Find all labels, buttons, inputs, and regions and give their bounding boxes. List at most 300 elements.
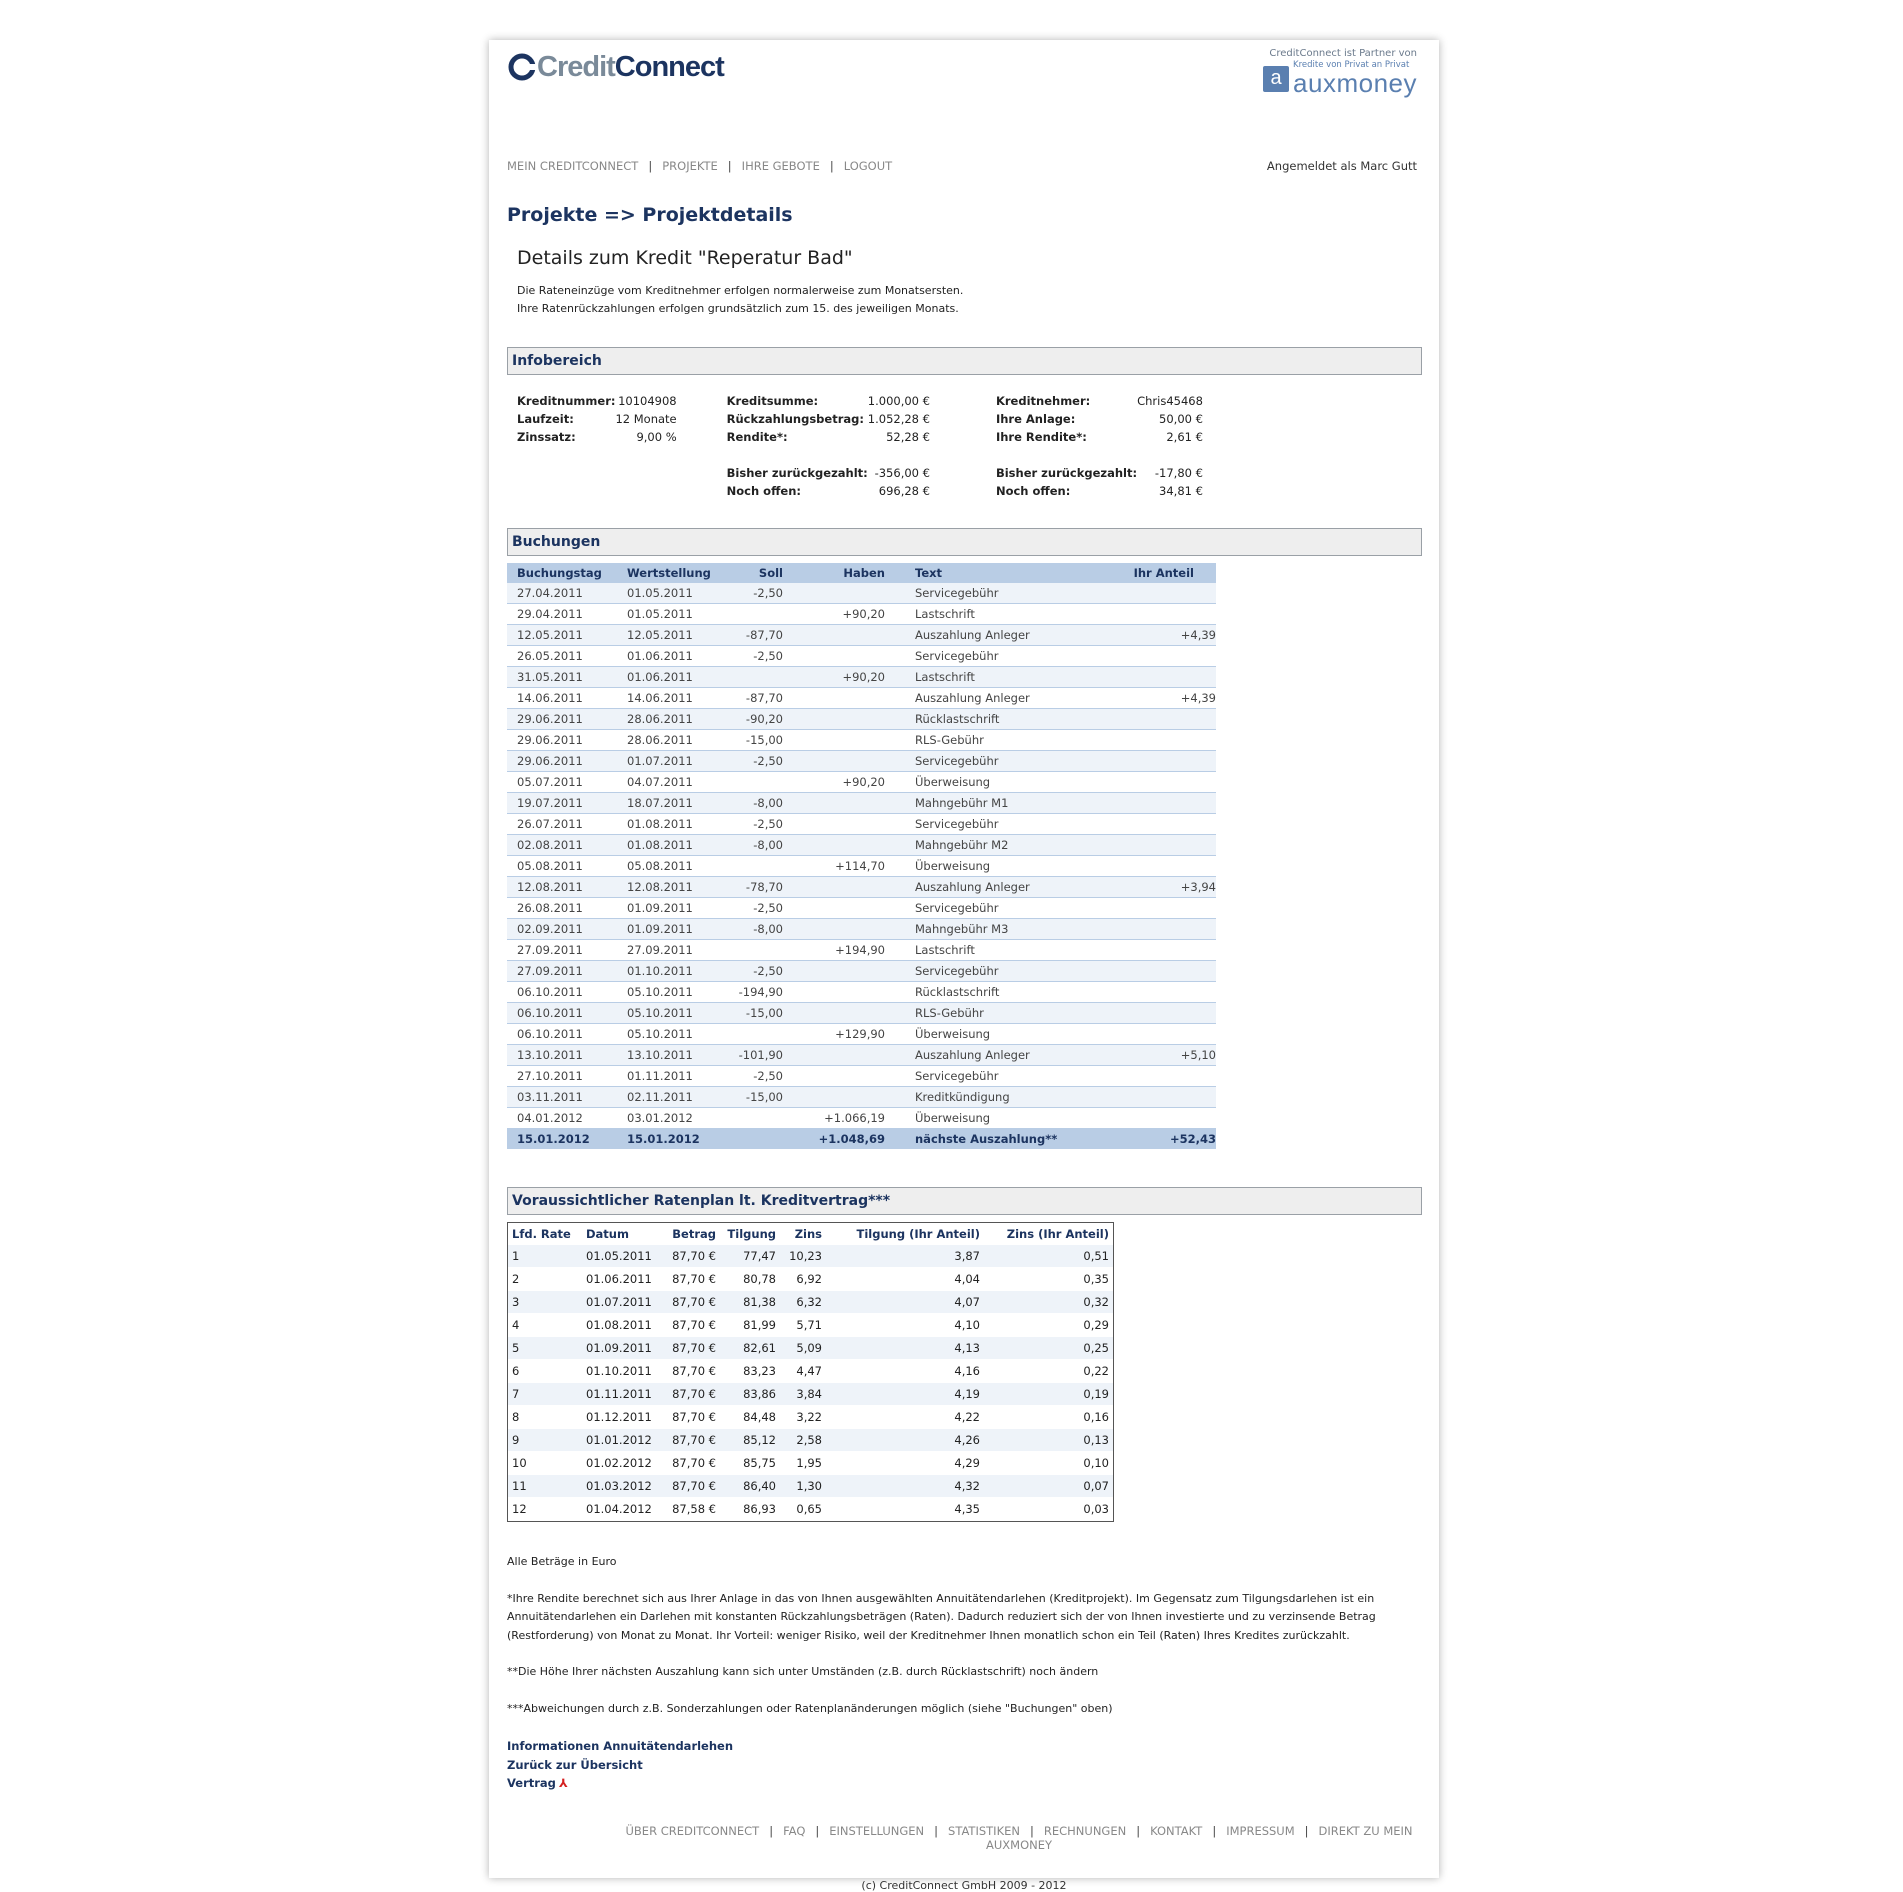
cell-haben: +129,90: [783, 1024, 885, 1045]
cell-betrag: 87,70 €: [660, 1429, 720, 1452]
cell-wertstellung: 02.11.2011: [617, 1087, 727, 1108]
cell-text: Servicegebühr: [885, 646, 1115, 667]
cell-haben: [783, 793, 885, 814]
cell-soll: -87,70: [727, 625, 783, 646]
cell-ihr-anteil: +5,10: [1115, 1045, 1216, 1066]
currency-note: Alle Beträge in Euro: [507, 1555, 617, 1568]
footer-statistiken[interactable]: STATISTIKEN: [948, 1824, 1020, 1838]
cell-soll: [727, 856, 783, 877]
cell-soll: -101,90: [727, 1045, 783, 1066]
cell-ihr-anteil: +3,94: [1115, 877, 1216, 898]
cell-betrag: 87,70 €: [660, 1245, 720, 1268]
footer-ueber[interactable]: ÜBER CREDITCONNECT: [625, 1824, 760, 1838]
cell-haben: [783, 835, 885, 856]
cell-betrag: 87,58 €: [660, 1498, 720, 1521]
cell-ihr-anteil: [1115, 709, 1216, 730]
table-row: [508, 1498, 1113, 1521]
cell-tilgung: 77,47: [720, 1245, 780, 1268]
cell-soll: -2,50: [727, 961, 783, 982]
cell-ihr-anteil: [1115, 646, 1216, 667]
cell-datum: 01.10.2011: [582, 1360, 660, 1383]
cell-ihr-anteil: [1115, 772, 1216, 793]
cell-buchungstag: 15.01.2012: [507, 1129, 617, 1150]
cell-buchungstag: 06.10.2011: [507, 982, 617, 1003]
cell-tilgung-anteil: 4,32: [826, 1475, 984, 1498]
cell-soll: -90,20: [727, 709, 783, 730]
cell-wertstellung: 01.05.2011: [617, 604, 727, 625]
cell-soll: [727, 1129, 783, 1150]
cell-text: Servicegebühr: [885, 751, 1115, 772]
cell-buchungstag: 05.08.2011: [507, 856, 617, 877]
cell-haben: [783, 1003, 885, 1024]
cell-soll: -8,00: [727, 793, 783, 814]
nav-mein-creditconnect[interactable]: MEIN CREDITCONNECT: [507, 159, 639, 173]
cell-haben: [783, 751, 885, 772]
cell-zins-anteil: 0,16: [984, 1406, 1113, 1429]
cell-tilgung-anteil: 4,10: [826, 1314, 984, 1337]
cell-tilgung: 85,75: [720, 1452, 780, 1475]
cell-zins-anteil: 0,35: [984, 1268, 1113, 1291]
logo-ring-icon: [507, 52, 537, 82]
cell-soll: [727, 940, 783, 961]
cell-zins-anteil: 0,03: [984, 1498, 1113, 1521]
table-row: [507, 1045, 1216, 1066]
cell-ihr-anteil: [1115, 1003, 1216, 1024]
cell-wertstellung: 01.08.2011: [617, 814, 727, 835]
cell-ihr-anteil: [1115, 1024, 1216, 1045]
kreditnummer-value: 10104908: [618, 394, 677, 408]
cell-text: nächste Auszahlung**: [885, 1129, 1115, 1150]
table-row: [507, 1003, 1216, 1024]
cell-ihr-anteil: [1115, 667, 1216, 688]
cell-betrag: 87,70 €: [660, 1406, 720, 1429]
cell-text: Servicegebühr: [885, 814, 1115, 835]
cell-ihr-anteil: [1115, 961, 1216, 982]
cell-wertstellung: 01.06.2011: [617, 667, 727, 688]
cell-zins-anteil: 0,22: [984, 1360, 1113, 1383]
cell-ihr-anteil: [1115, 982, 1216, 1003]
table-row: [507, 751, 1216, 772]
table-row: [507, 835, 1216, 856]
cell-haben: +1.048,69: [783, 1129, 885, 1150]
table-row: [507, 604, 1216, 625]
cell-lfd-rate: 9: [508, 1429, 582, 1452]
cell-zins: 3,84: [780, 1383, 826, 1406]
offen-value: 696,28 €: [878, 484, 930, 498]
laufzeit-value: 12 Monate: [615, 412, 677, 426]
cell-lfd-rate: 4: [508, 1314, 582, 1337]
cell-zins-anteil: 0,13: [984, 1429, 1113, 1452]
cell-buchungstag: 03.11.2011: [507, 1087, 617, 1108]
cell-buchungstag: 27.10.2011: [507, 1066, 617, 1087]
cell-haben: [783, 730, 885, 751]
cell-soll: -8,00: [727, 919, 783, 940]
table-row: [507, 982, 1216, 1003]
cell-text: Kreditkündigung: [885, 1087, 1115, 1108]
cell-ihr-anteil: [1115, 793, 1216, 814]
cell-wertstellung: 15.01.2012: [617, 1129, 727, 1150]
cell-lfd-rate: 11: [508, 1475, 582, 1498]
cell-haben: [783, 877, 885, 898]
footer-kontakt[interactable]: KONTAKT: [1150, 1824, 1203, 1838]
pdf-icon: ⅄: [558, 1776, 568, 1790]
cell-buchungstag: 26.05.2011: [507, 646, 617, 667]
cell-tilgung: 84,48: [720, 1406, 780, 1429]
ihr-offen-value: 34,81 €: [1159, 484, 1203, 498]
ihre-rendite-value: 2,61 €: [1166, 430, 1203, 444]
table-row: [507, 1024, 1216, 1045]
cell-wertstellung: 12.05.2011: [617, 625, 727, 646]
col-zins-anteil: Zins (Ihr Anteil): [1006, 1227, 1109, 1241]
cell-buchungstag: 06.10.2011: [507, 1003, 617, 1024]
cell-tilgung: 85,12: [720, 1429, 780, 1452]
cell-buchungstag: 29.06.2011: [507, 709, 617, 730]
cell-wertstellung: 13.10.2011: [617, 1045, 727, 1066]
cell-datum: 01.03.2012: [582, 1475, 660, 1498]
cell-soll: -2,50: [727, 1066, 783, 1087]
cell-text: Auszahlung Anleger: [885, 688, 1115, 709]
cell-soll: -15,00: [727, 1087, 783, 1108]
cell-haben: [783, 709, 885, 730]
cell-ihr-anteil: [1115, 583, 1216, 604]
table-row: [507, 877, 1216, 898]
cell-wertstellung: 01.05.2011: [617, 583, 727, 604]
cell-zins-anteil: 0,10: [984, 1452, 1113, 1475]
table-row: [507, 919, 1216, 940]
footnote-auszahlung: **Die Höhe Ihrer nächsten Auszahlung kann sich unter Umständen (z.B. durch Rücklastschrift) noch ändern: [507, 1665, 1099, 1678]
nav-ihre-gebote[interactable]: IHRE GEBOTE: [741, 159, 820, 173]
cell-soll: [727, 604, 783, 625]
col-tilgung: Tilgung: [727, 1227, 776, 1241]
cell-text: RLS-Gebühr: [885, 1003, 1115, 1024]
footer-faq[interactable]: FAQ: [783, 1824, 806, 1838]
kreditsumme-value: 1.000,00 €: [867, 394, 930, 408]
cell-wertstellung: 04.07.2011: [617, 772, 727, 793]
footnotes: [507, 1553, 1407, 1736]
cell-zins: 1,30: [780, 1475, 826, 1498]
table-row: [507, 583, 1216, 604]
cell-buchungstag: 02.09.2011: [507, 919, 617, 940]
cell-zins: 6,32: [780, 1291, 826, 1314]
cell-soll: -2,50: [727, 751, 783, 772]
buchungen-body: [507, 583, 1216, 1149]
cell-zins-anteil: 0,51: [984, 1245, 1113, 1268]
footer-rechnungen[interactable]: RECHNUNGEN: [1043, 1824, 1127, 1838]
copyright: (c) CreditConnect GmbH 2009 - 2012: [861, 1879, 1067, 1892]
cell-tilgung-anteil: 4,07: [826, 1291, 984, 1314]
col-haben: Haben: [783, 563, 885, 583]
table-row: [507, 793, 1216, 814]
cell-wertstellung: 05.08.2011: [617, 856, 727, 877]
cell-ihr-anteil: [1115, 814, 1216, 835]
cell-betrag: 87,70 €: [660, 1314, 720, 1337]
cell-lfd-rate: 6: [508, 1360, 582, 1383]
cell-tilgung-anteil: 4,22: [826, 1406, 984, 1429]
cell-zins: 0,65: [780, 1498, 826, 1521]
cell-soll: -8,00: [727, 835, 783, 856]
cell-lfd-rate: 3: [508, 1291, 582, 1314]
table-row: [507, 961, 1216, 982]
cell-lfd-rate: 2: [508, 1268, 582, 1291]
cell-lfd-rate: 1: [508, 1245, 582, 1268]
table-row: [507, 814, 1216, 835]
cell-tilgung-anteil: 4,35: [826, 1498, 984, 1521]
cell-wertstellung: 01.06.2011: [617, 646, 727, 667]
cell-zins: 4,47: [780, 1360, 826, 1383]
cell-haben: [783, 688, 885, 709]
link-vertrag[interactable]: Vertrag ⅄: [507, 1774, 733, 1793]
col-tilgung-anteil: Tilgung (Ihr Anteil): [856, 1227, 980, 1241]
cell-soll: -15,00: [727, 1003, 783, 1024]
cell-zins: 1,95: [780, 1452, 826, 1475]
logo-text-connect: Connect: [614, 50, 724, 83]
cell-datum: 01.07.2011: [582, 1291, 660, 1314]
nav-projekte[interactable]: PROJEKTE: [662, 159, 718, 173]
cell-wertstellung: 05.10.2011: [617, 982, 727, 1003]
cell-haben: +194,90: [783, 940, 885, 961]
cell-datum: 01.09.2011: [582, 1337, 660, 1360]
cell-soll: -78,70: [727, 877, 783, 898]
cell-datum: 01.08.2011: [582, 1314, 660, 1337]
col-soll: Soll: [727, 563, 783, 583]
ratenplan-heading: Voraussichtlicher Ratenplan lt. Kreditvertrag***: [507, 1187, 1422, 1215]
table-row: [507, 1108, 1216, 1129]
table-row: [508, 1314, 1113, 1337]
footnote-abweichungen: ***Abweichungen durch z.B. Sonderzahlungen oder Ratenplanänderungen möglich (siehe "Buchungen" oben): [507, 1701, 1113, 1715]
cell-datum: 01.06.2011: [582, 1268, 660, 1291]
auxmoney-tagline: Kredite von Privat an Privat: [1293, 60, 1410, 70]
cell-zins-anteil: 0,32: [984, 1291, 1113, 1314]
cell-ihr-anteil: +4,39: [1115, 625, 1216, 646]
cell-text: Rücklastschrift: [885, 982, 1115, 1003]
nav-logout[interactable]: LOGOUT: [843, 159, 893, 173]
cell-haben: [783, 814, 885, 835]
cell-zins: 10,23: [780, 1245, 826, 1268]
cell-tilgung-anteil: 4,13: [826, 1337, 984, 1360]
cell-wertstellung: 14.06.2011: [617, 688, 727, 709]
table-row: [507, 730, 1216, 751]
ratenplan-body: [508, 1245, 1113, 1521]
cell-haben: [783, 982, 885, 1003]
cell-soll: [727, 1024, 783, 1045]
top-navigation: MEIN CREDITCONNECT | PROJEKTE | IHRE GEBOTE | LOGOUT: [507, 159, 893, 173]
col-wertstellung: Wertstellung: [617, 563, 727, 583]
cell-soll: -87,70: [727, 688, 783, 709]
cell-ihr-anteil: +4,39: [1115, 688, 1216, 709]
cell-tilgung-anteil: 4,26: [826, 1429, 984, 1452]
cell-tilgung: 81,99: [720, 1314, 780, 1337]
table-row: [507, 856, 1216, 877]
cell-haben: +90,20: [783, 604, 885, 625]
cell-buchungstag: 31.05.2011: [507, 667, 617, 688]
logo-text-credit: Credit: [537, 50, 615, 83]
table-row: [507, 709, 1216, 730]
cell-haben: [783, 919, 885, 940]
cell-betrag: 87,70 €: [660, 1360, 720, 1383]
cell-tilgung-anteil: 4,29: [826, 1452, 984, 1475]
table-row: [508, 1475, 1113, 1498]
cell-datum: 01.04.2012: [582, 1498, 660, 1521]
cell-haben: +90,20: [783, 772, 885, 793]
partner-block: [1263, 48, 1417, 96]
col-ihr-anteil: Ihr Anteil: [1115, 563, 1216, 583]
cell-buchungstag: 27.09.2011: [507, 940, 617, 961]
cell-haben: [783, 646, 885, 667]
cell-text: Lastschrift: [885, 604, 1115, 625]
cell-haben: [783, 961, 885, 982]
buchungen-table: [507, 563, 1216, 1149]
cell-soll: [727, 772, 783, 793]
infobereich-heading: Infobereich: [507, 347, 1422, 375]
ihr-bisher-value: -17,80 €: [1154, 466, 1203, 480]
bottom-links: [507, 1737, 733, 1793]
footer-einstellungen[interactable]: EINSTELLUNGEN: [829, 1824, 925, 1838]
footer-auxmoney[interactable]: DIREKT ZU MEIN AUXMONEY: [985, 1824, 1413, 1852]
cell-ihr-anteil: [1115, 751, 1216, 772]
cell-tilgung: 86,40: [720, 1475, 780, 1498]
zinssatz-value: 9,00 %: [636, 430, 677, 444]
cell-wertstellung: 01.11.2011: [617, 1066, 727, 1087]
cell-tilgung-anteil: 3,87: [826, 1245, 984, 1268]
table-row: [508, 1337, 1113, 1360]
table-row: [507, 1087, 1216, 1108]
cell-zins-anteil: 0,25: [984, 1337, 1113, 1360]
cell-text: Servicegebühr: [885, 1066, 1115, 1087]
info-area: Kreditnummer: 10104908 Kreditsumme: 1.000,00 € Kreditnehmer: Chris45468 Laufzeit: 12 Monate Rückzahlungsbetrag: 1.052,28 € Ihre Anlage: 50,00 € Zinssatz: 9,00 % Rendite*: 52,28 € Ihre Rendite*: 2,61 € Bisher zurückgezahlt: -356,00 € Bisher zurückgezahlt: -17,80 € Noch offen: 696,28 € Noch offen: 34,81 €: [517, 394, 1203, 498]
cell-zins-anteil: 0,29: [984, 1314, 1113, 1337]
cell-buchungstag: 26.07.2011: [507, 814, 617, 835]
cell-ihr-anteil: [1115, 1066, 1216, 1087]
table-row: [507, 625, 1216, 646]
cell-soll: -2,50: [727, 898, 783, 919]
cell-lfd-rate: 8: [508, 1406, 582, 1429]
rueckzahlung-value: 1.052,28 €: [867, 412, 930, 426]
col-zins: Zins: [794, 1227, 822, 1241]
table-row: [508, 1429, 1113, 1452]
cell-buchungstag: 14.06.2011: [507, 688, 617, 709]
user-status: Angemeldet als Marc Gutt: [1266, 159, 1417, 173]
col-buchungstag: Buchungstag: [507, 563, 617, 583]
cell-datum: 01.11.2011: [582, 1383, 660, 1406]
cell-lfd-rate: 5: [508, 1337, 582, 1360]
cell-betrag: 87,70 €: [660, 1268, 720, 1291]
cell-wertstellung: 01.08.2011: [617, 835, 727, 856]
cell-buchungstag: 05.07.2011: [507, 772, 617, 793]
page-container: [489, 40, 1439, 1892]
cell-tilgung-anteil: 4,04: [826, 1268, 984, 1291]
cell-datum: 01.05.2011: [582, 1245, 660, 1268]
cell-wertstellung: 18.07.2011: [617, 793, 727, 814]
cell-soll: [727, 667, 783, 688]
link-info-annuitaetendarlehen[interactable]: Informationen Annuitätendarlehen: [507, 1739, 734, 1753]
col-datum: Datum: [586, 1227, 629, 1241]
col-betrag: Betrag: [672, 1227, 716, 1241]
cell-zins-anteil: 0,07: [984, 1475, 1113, 1498]
cell-text: Lastschrift: [885, 940, 1115, 961]
auxmoney-logo[interactable]: [1263, 61, 1417, 96]
cell-haben: [783, 898, 885, 919]
cell-ihr-anteil: [1115, 1108, 1216, 1129]
cell-haben: [783, 583, 885, 604]
cell-buchungstag: 19.07.2011: [507, 793, 617, 814]
cell-text: Überweisung: [885, 1108, 1115, 1129]
partner-text: CreditConnect ist Partner von: [1269, 48, 1417, 59]
footer-impressum[interactable]: IMPRESSUM: [1226, 1824, 1295, 1838]
cell-buchungstag: 29.06.2011: [507, 730, 617, 751]
cell-tilgung-anteil: 4,16: [826, 1360, 984, 1383]
cell-zins: 5,71: [780, 1314, 826, 1337]
cell-haben: +114,70: [783, 856, 885, 877]
cell-wertstellung: 12.08.2011: [617, 877, 727, 898]
cell-datum: 01.12.2011: [582, 1406, 660, 1429]
cell-wertstellung: 28.06.2011: [617, 730, 727, 751]
cell-datum: 01.01.2012: [582, 1429, 660, 1452]
table-row: [508, 1360, 1113, 1383]
cell-wertstellung: 05.10.2011: [617, 1024, 727, 1045]
cell-buchungstag: 26.08.2011: [507, 898, 617, 919]
cell-buchungstag: 12.05.2011: [507, 625, 617, 646]
table-row: [507, 772, 1216, 793]
cell-betrag: 87,70 €: [660, 1383, 720, 1406]
table-row: [507, 898, 1216, 919]
cell-haben: +90,20: [783, 667, 885, 688]
cell-ihr-anteil: [1115, 730, 1216, 751]
cell-buchungstag: 27.04.2011: [507, 583, 617, 604]
table-row: [507, 688, 1216, 709]
cell-ihr-anteil: [1115, 940, 1216, 961]
table-row: [508, 1291, 1113, 1314]
cell-haben: +1.066,19: [783, 1108, 885, 1129]
cell-text: Mahngebühr M1: [885, 793, 1115, 814]
cell-text: RLS-Gebühr: [885, 730, 1115, 751]
table-row: [508, 1383, 1113, 1406]
cell-text: Rücklastschrift: [885, 709, 1115, 730]
cell-ihr-anteil: [1115, 919, 1216, 940]
cell-betrag: 87,70 €: [660, 1337, 720, 1360]
table-row-total: [507, 1129, 1216, 1150]
cell-tilgung: 86,93: [720, 1498, 780, 1521]
credit-title: Details zum Kredit "Reperatur Bad": [517, 247, 853, 269]
link-zurueck-uebersicht[interactable]: Zurück zur Übersicht: [507, 1757, 643, 1772]
cell-text: Lastschrift: [885, 667, 1115, 688]
table-row: [508, 1245, 1113, 1268]
cell-ihr-anteil: [1115, 604, 1216, 625]
cell-soll: -2,50: [727, 583, 783, 604]
cell-text: Mahngebühr M3: [885, 919, 1115, 940]
cell-text: Auszahlung Anleger: [885, 877, 1115, 898]
cell-soll: -15,00: [727, 730, 783, 751]
kreditnehmer-value: Chris45468: [1137, 394, 1203, 408]
cell-wertstellung: 01.07.2011: [617, 751, 727, 772]
cell-tilgung: 83,23: [720, 1360, 780, 1383]
cell-haben: [783, 1045, 885, 1066]
cell-buchungstag: 13.10.2011: [507, 1045, 617, 1066]
cell-ihr-anteil: [1115, 1087, 1216, 1108]
ratenplan-frame: [507, 1222, 1114, 1522]
cell-ihr-anteil: [1115, 856, 1216, 877]
cell-tilgung-anteil: 4,19: [826, 1383, 984, 1406]
cell-haben: [783, 625, 885, 646]
footnote-rendite: *Ihre Rendite berechnet sich aus Ihrer Anlage in das von Ihnen ausgewählten Annuitätendarlehen (Kreditprojekt). Im Gegensatz zum Tilgungsdarlehen ist ein Annuitätendarlehen ein Darlehen mit konstanten Rückzahlungsbeträgen (Raten). Dadurch reduziert sich der von Ihnen investierte und zu verzinsende Betrag (Restforderung) von Monat zu Monat. Ihr Vorteil: weniger Risiko, weil der Kreditnehmer Ihnen monatlich schon ein Teil (Raten) Ihres Kredites zurückzahlt.: [507, 1591, 1376, 1642]
cell-zins: 5,09: [780, 1337, 826, 1360]
cell-datum: 01.02.2012: [582, 1452, 660, 1475]
cell-lfd-rate: 10: [508, 1452, 582, 1475]
col-lfd-rate: Lfd. Rate: [512, 1227, 571, 1241]
col-text: Text: [885, 563, 1115, 583]
creditconnect-logo[interactable]: [507, 48, 724, 86]
cell-wertstellung: 27.09.2011: [617, 940, 727, 961]
cell-wertstellung: 28.06.2011: [617, 709, 727, 730]
